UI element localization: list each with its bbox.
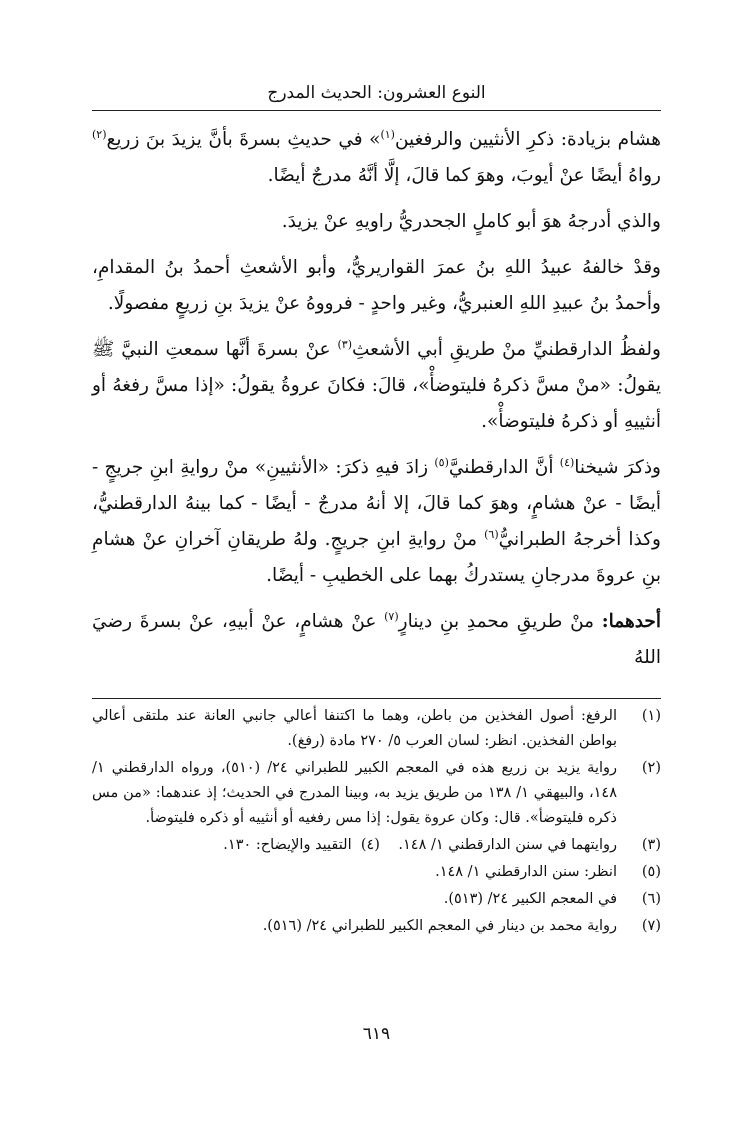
footnote-4-text: التقييد والإيضاح: ١٣٠. [223, 837, 352, 853]
footnote-number: (٦) [641, 891, 661, 907]
footnote-number: (٥) [641, 864, 661, 880]
footnote-item [92, 756, 661, 831]
paragraph-2: والذي أدرجهُ هوَ أبو كاملٍ الجحدريُّ راويهِ عنْ يزيدَ. [281, 211, 661, 232]
footnote-item [92, 914, 661, 939]
footnote-ref-5[interactable]: (٥) [434, 455, 449, 469]
footnote-number: (٧) [641, 918, 661, 934]
paragraph-5-part-c: زادَ فيهِ ذكرَ: «الأنثيينِ» منْ روايةِ ابنِ جريجٍ - أيضًا - عنْ هشامٍ، وهوَ كما قالَ، إلا أنهُ مدرجٌ - أيضًا - كما بينهُ الدارقطنيُّ، وكذا أخرجهُ الطبرانيُّ [92, 457, 661, 550]
footnote-item [92, 860, 661, 885]
paragraph-4 [92, 332, 661, 440]
footnote-ref-6[interactable]: (٦) [484, 527, 499, 541]
paragraph-1-part-b: » في حديثِ بسرةَ بأنَّ يزيدَ بنَ زريع [106, 129, 381, 150]
footnote-3-text: روايتهما في سنن الدارقطني ١/ ١٤٨. [398, 837, 617, 853]
page-number: ٦١٩ [362, 1024, 391, 1044]
footnote-ref-2[interactable]: (٢) [92, 127, 107, 141]
paragraph-1-part-a: هشام بزيادة: ذكرِ الأنثيين والرفغين [394, 129, 661, 150]
footnote-ref-4[interactable]: (٤) [559, 455, 575, 469]
paragraph-1 [92, 122, 661, 194]
paragraph-1-part-c: رواهُ أيضًا عنْ أيوبَ، وهوَ كما قالَ، إلَّا أنَّهُ مدرجٌ أيضًا. [267, 165, 661, 186]
footnote-ref-7[interactable]: (٧) [384, 609, 399, 623]
paragraph-4-part-a: ولفظُ الدارقطنيِّ منْ طريقِ أبي الأشعثِ [351, 339, 661, 360]
paragraph-5 [92, 450, 661, 594]
footnote-text: الرفغ: أصول الفخذين من باطن، وهما ما اكتنفا أعالي جانبي العانة عند ملتقى أعالي بواطن الفخذين. انظر: لسان العرب ٥/ ٢٧٠ مادة (رفغ). [92, 708, 617, 749]
footnotes [92, 704, 661, 941]
footnotes-divider [92, 698, 661, 699]
footnote-4-number: (٤) [360, 837, 380, 853]
footnote-item [92, 833, 661, 858]
footnote-text: رواية محمد بن دينار في المعجم الكبير للطبراني ٢٤/ (٥١٦). [262, 918, 617, 934]
paragraph-5-part-a: وذكرَ شيخنا [574, 457, 661, 478]
footnote-text: رواية يزيد بن زريع هذه في المعجم الكبير للطبراني ٢٤/ (٥١٠)، ورواه الدارقطني ١/ ١٤٨، والبيهقي ١/ ١٣٨ من طريق يزيد به، وبينا المدرج في الحديث؛ إذ عندهما: «من مس ذكره فليتوضأ». قال: وكان عروة يقول: إذا مس رفغيه أو أنثييه أو ذكره فليتوضأ. [92, 760, 618, 826]
paragraph-6-part-b: عنْ هشامٍ، عنْ أبيهِ، عنْ بسرةَ رضيَ اللهُ [92, 611, 661, 668]
paragraph-5-part-b: أنَّ الدارقطنيَّ [448, 457, 560, 478]
main-text [92, 122, 661, 676]
footnote-number: (١) [641, 708, 661, 724]
footnote-text: في المعجم الكبير ٢٤/ (٥١٣). [443, 891, 617, 907]
paragraph-6 [92, 604, 661, 676]
paragraph-3: وقدْ خالفهُ عبيدُ اللهِ بنُ عمرَ القواريريُّ، وأبو الأشعثِ أحمدُ بنُ المقدامِ، وأحمدُ بنُ عبيدِ اللهِ العنبريُّ، وغير واحدٍ - فرووهُ عنْ يزيدَ بنِ زريعٍ مفصولًا. [92, 257, 661, 314]
header-divider [92, 110, 661, 111]
paragraph-5-part-d: منْ روايةِ ابنِ جريجٍ. ولهُ طريقانِ آخرانِ عنْ هشامِ بنِ عروةَ مدرجانِ يستدركُ بهما على الخطيبِ - أيضًا. [92, 529, 661, 586]
paragraph-6-part-a: منْ طريقِ محمدِ بنِ دينارٍ [398, 611, 602, 632]
footnote-text [92, 833, 617, 858]
paragraph-4-part-b: عنْ بسرةَ أنَّها سمعتِ النبيَّ ﷺ يقولُ: «منْ مسَّ ذكرهُ فليتوضأْ»، قالَ: فكانَ عروةُ يقولُ: «إذا مسَّ رفغهُ أو أنثييهِ أو ذكرهُ فليتوضأْ». [92, 339, 661, 432]
footnote-ref-1[interactable]: (١) [380, 127, 395, 141]
footnote-item [92, 704, 661, 754]
running-head-title: النوع العشرون: الحديث المدرج [267, 83, 486, 103]
footnote-item [92, 887, 661, 912]
paragraph-6-lead: أحدهما: [601, 611, 661, 632]
footnote-number: (٣) [641, 837, 661, 853]
footnote-text: انظر: سنن الدارقطني ١/ ١٤٨. [435, 864, 617, 880]
footnote-number: (٢) [641, 760, 661, 776]
footnote-ref-3[interactable]: (٣) [337, 337, 352, 351]
